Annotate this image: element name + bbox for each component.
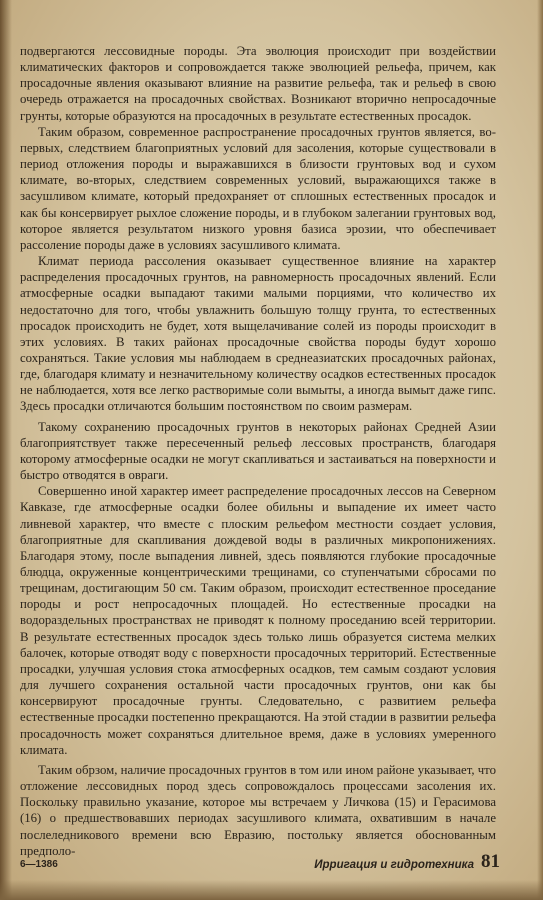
paragraph: Климат периода рассоления оказывает существенное влияние на характер распределения просадочных грунтов, на равномерность просадочных явлений. Если атмосферные осадки выпадают такими малыми порциями, что количество их недостаточно для того, чтобы увлажнить большую толщу грунта, то естественных просадок происходить не будет, хотя выщелачивание солей из породы происходит в этих условиях. В таких районах просадочные свойства породы будут хорошо сохраняться. Такие условия мы наблюдаем в среднеазиатских просадочных районах, где, благодаря климату и незначительному количеству осадков естественных просадок не наблюдается, хотя все легко растворимые соли вымыты, а иногда вымыт даже гипс. Здесь просадки отличаются большим постоянством по своим размерам. <box>20 254 496 414</box>
paragraph: Такому сохранению просадочных грунтов в некоторых районах Средней Азии благоприятствует также пересеченный рельеф лессовых пространств, благодаря которому атмосферные осадки не могут скапливаться и застаиваться на поверхности и быстро отводятся в овраги. <box>20 419 496 483</box>
page-gutter-shadow <box>0 0 12 900</box>
page-footer <box>20 853 500 877</box>
paragraph: Таким образом, современное распространение просадочных грунтов является, во-первых, следствием благоприятных условий для засоления, которые существовали в период отложения породы и выражавшихся в близости грунтовых вод и сухом климате, во-вторых, следствием современных условий, выражающихся также в засушливом климате, который предохраняет от сплошных естественных просадок и как бы консервирует рыхлое сложение породы, и в глубоком залегании грунтовых вод, которое является результатом низкого уровня базиса эрозии, что обеспечивает рассоление породы даже в условиях засушливого климата. <box>20 124 496 252</box>
page-bottom-shadow <box>0 880 543 900</box>
signature-mark: 6—1386 <box>20 859 58 870</box>
journal-title: Ирригация и гидротехника <box>314 859 474 871</box>
paragraph-continuation: подвергаются лессовидные породы. Эта эволюция происходит при воздействии климатических факторов и сопровождается также эволюцией рельефа, причем, как просадочные явления оказывают влияние на развитие рельефа, так и рельеф в свою очередь отражается на просадочных свойствах. Возникают вторично непросадочные грунты, которые образуются на просадочных в результате естественных просадок. <box>20 44 496 123</box>
paragraph: Таким обрзом, наличие просадочных грунтов в том или ином районе указывает, что отложение лессовидных пород здесь сопровождалось процессами засоления их. Поскольку правильно указание, которое мы встречаем у Личкова (15) и Герасимова (16) о предшествовавших периодах засушливого климата, охватившим в начале послеледникового времени всю Евразию, постольку является обоснованным предполо- <box>20 762 496 858</box>
page-number: 81 <box>481 851 500 872</box>
page-edge-shadow <box>537 0 543 900</box>
paragraph: Совершенно иной характер имеет распределение просадочных лессов на Северном Кавказе, где атмосферные осадки более обильны и выпадение их имеет часто ливневой характер, что вместе с плоским рельефом местности создает условия, благоприятные для скапливания дождевой воды в различных микропонижениях. Благодаря этому, после выпадения ливней, здесь появляются глубокие просадочные блюдца, окруженные концентрическими трещинами, со ступенчатыми сбросами по трещинам, достигающим 50 см. Таким образом, происходит естественное проседание породы и рост непросадочных площадей. Но естественные просадки на водораздельных пространствах не приводят к полному проседанию всей территории. В результате естественных просадок здесь только лишь образуется система мелких балочек, которые отводят воду с поверхности просадочных территорий. Естественные просадки, улучшая условия стока атмосферных осадков, тем самым создают условия для лучшего сохранения остальной части просадочных грунтов, они как бы консервируют просадочные грунты. Следовательно, с развитием рельефа естественные просадки постепенно прекращаются. На этой стадии в развитии рельефа просадочность может сохраняться длительное время, даже в условиях умеренного климата. <box>20 484 496 757</box>
body-text <box>20 43 496 859</box>
